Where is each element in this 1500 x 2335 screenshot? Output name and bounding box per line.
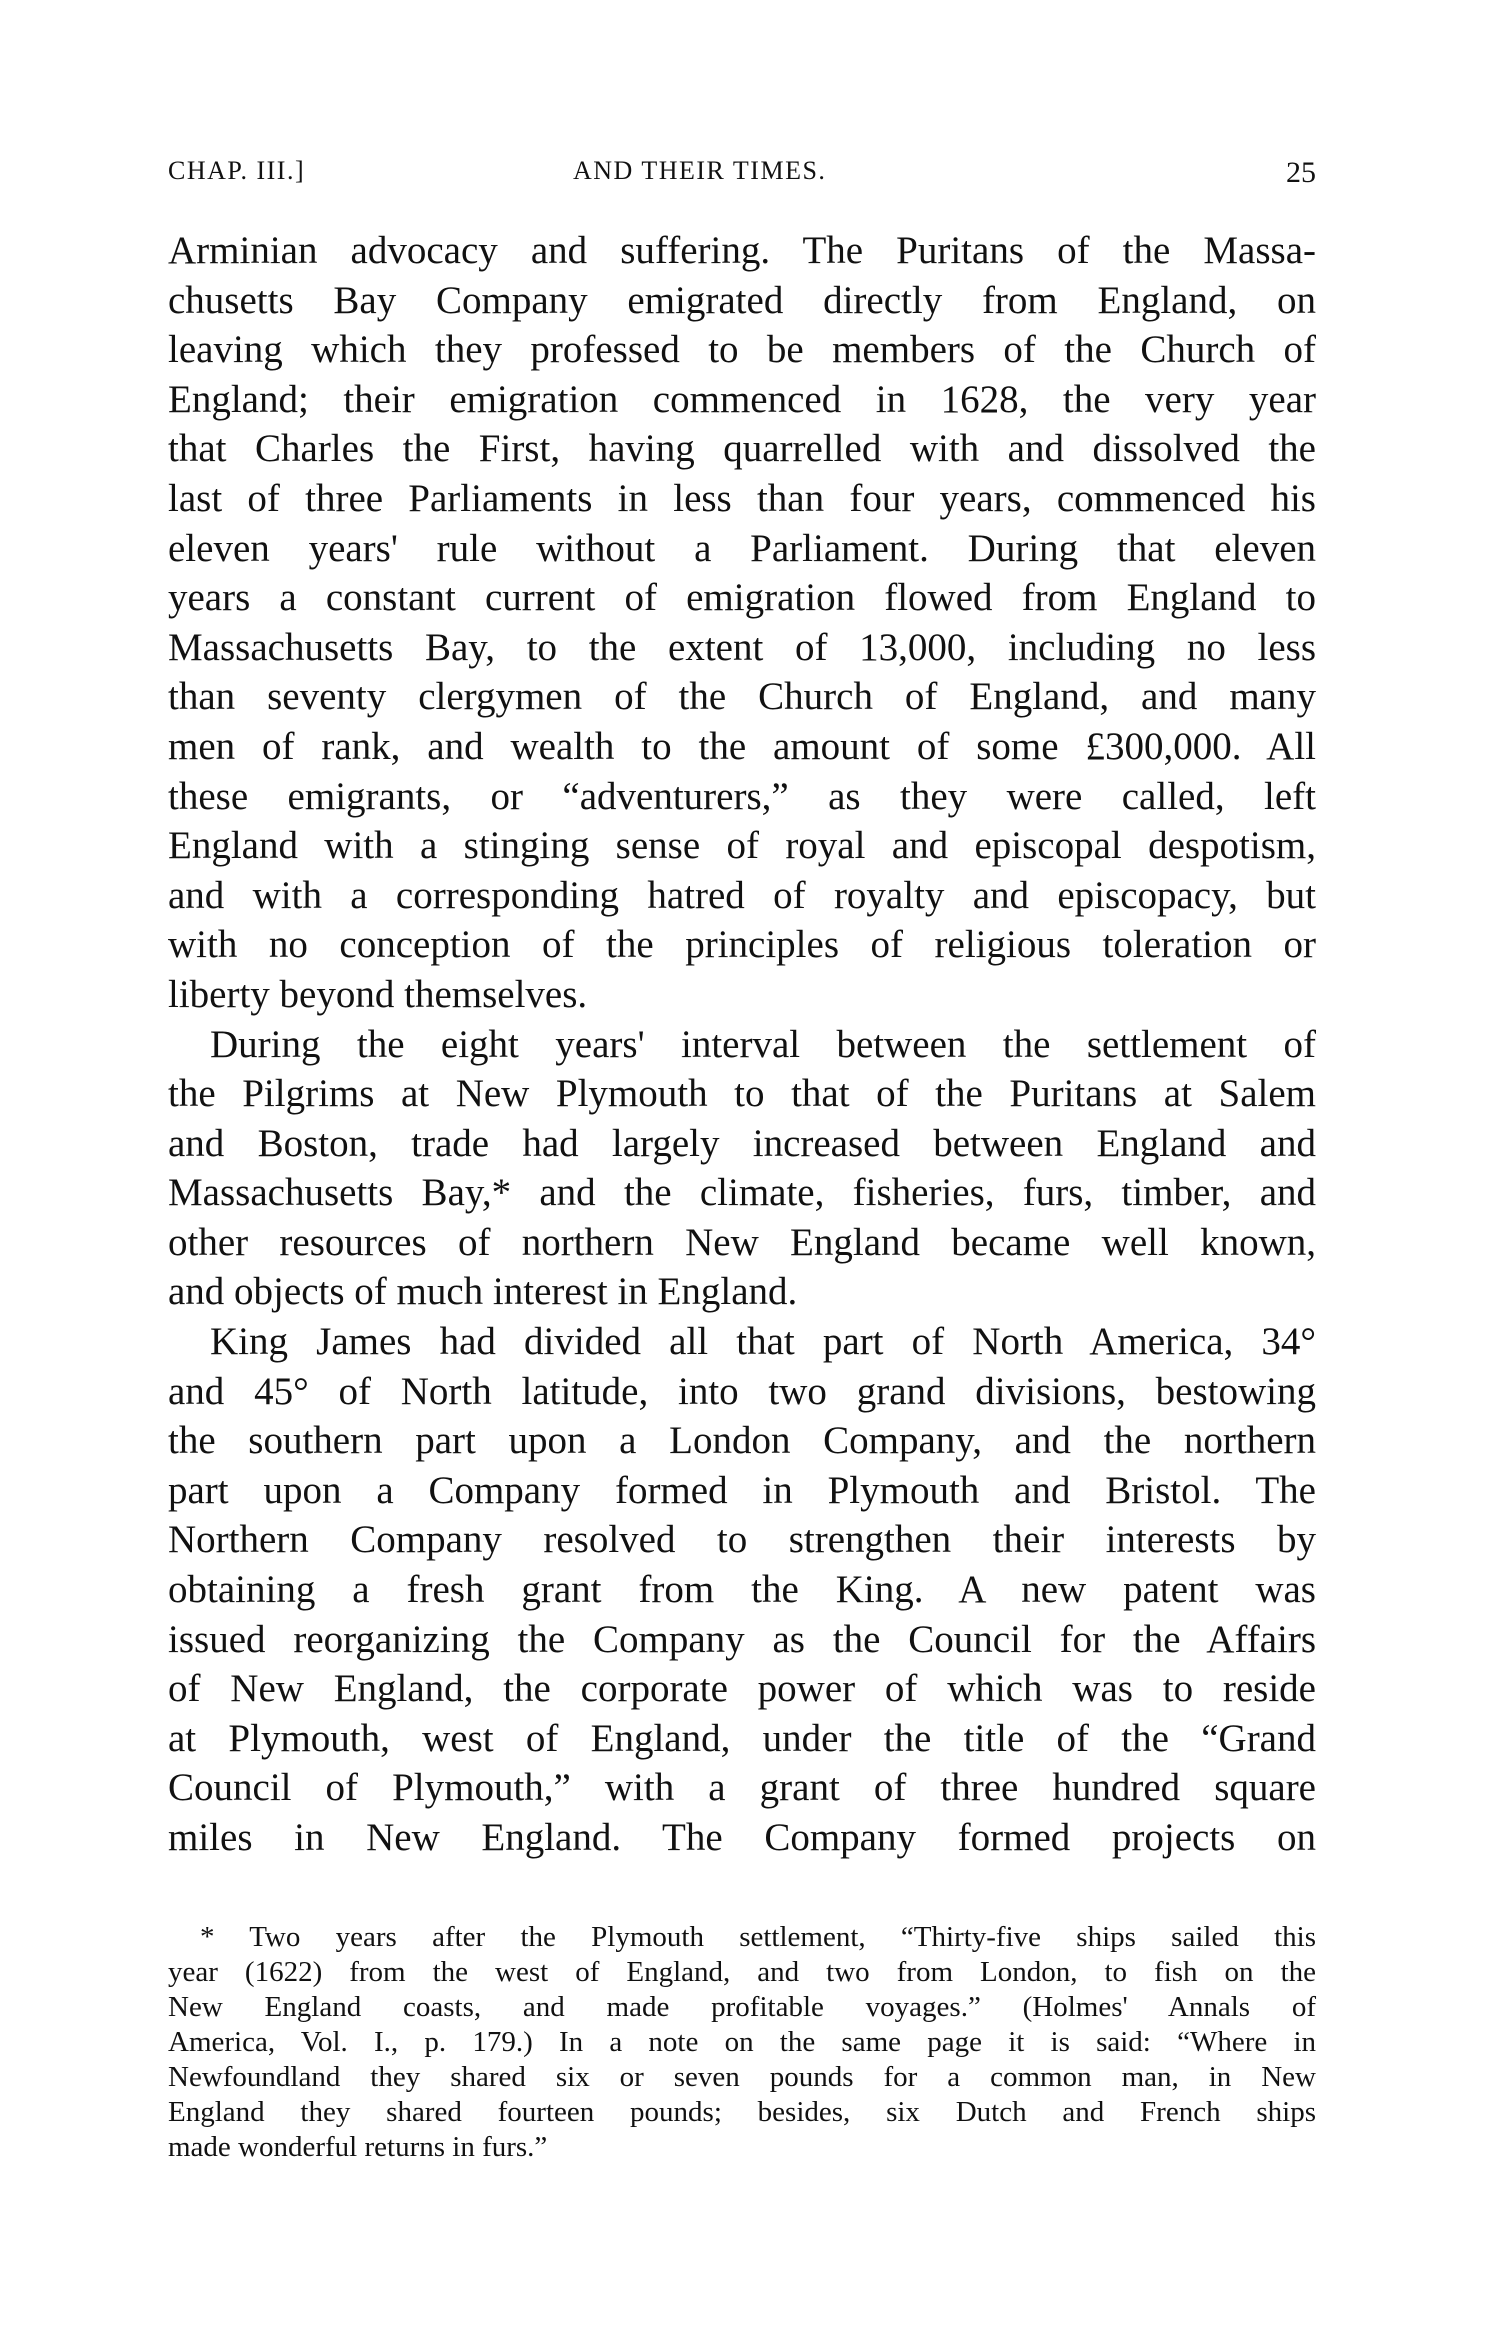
- footnote-line: America, Vol. I., p. 179.) In a note on the same page it is said: “Where in: [168, 2026, 1316, 2058]
- body-line: of New England, the corporate power of which was to reside: [168, 1667, 1316, 1711]
- body-line: last of three Parliaments in less than four years, commenced his: [168, 476, 1316, 520]
- body-line: Arminian advocacy and suffering. The Puritans of the Massa-: [168, 229, 1316, 272]
- body-line: England with a stinging sense of royal and episcopal despotism,: [168, 824, 1316, 868]
- footnote-line: Newfoundland they shared six or seven pounds for a common man, in New: [168, 2061, 1316, 2093]
- footnote-line: made wonderful returns in furs.”: [168, 2131, 548, 2163]
- footnote: [168, 1920, 1316, 2165]
- body-line: at Plymouth, west of England, under the title of the “Grand: [168, 1716, 1316, 1760]
- body-line: with no conception of the principles of religious toleration or: [168, 923, 1316, 967]
- body-line: and 45° of North latitude, into two grand divisions, bestowing: [168, 1369, 1316, 1413]
- body-line: years a constant current of emigration flowed from England to: [168, 576, 1316, 620]
- footnote-line: * Two years after the Plymouth settlement, “Thirty-five ships sailed this: [200, 1921, 1316, 1953]
- body-line: the Pilgrims at New Plymouth to that of the Puritans at Salem: [168, 1072, 1316, 1116]
- body-line: issued reorganizing the Company as the Council for the Affairs: [168, 1617, 1316, 1661]
- footnote-line: England they shared fourteen pounds; besides, six Dutch and French ships: [168, 2096, 1316, 2128]
- body-line: chusetts Bay Company emigrated directly from England, on: [168, 278, 1316, 322]
- chapter-label: CHAP. III.]: [168, 156, 306, 185]
- body-line: other resources of northern New England became well known,: [168, 1220, 1316, 1264]
- body-line: During the eight years' interval between the settlement of: [210, 1022, 1316, 1066]
- body-text: [168, 226, 1316, 1863]
- page-number: 25: [1286, 156, 1316, 189]
- body-line: Council of Plymouth,” with a grant of three hundred square: [168, 1766, 1316, 1810]
- footnote-line: year (1622) from the west of England, and two from London, to fish on the: [168, 1956, 1316, 1988]
- body-line: liberty beyond themselves.: [168, 972, 588, 1016]
- body-line: men of rank, and wealth to the amount of some £300,000. All: [168, 724, 1316, 768]
- body-line: England; their emigration commenced in 1628, the very year: [168, 377, 1316, 421]
- body-line: leaving which they professed to be members of the Church of: [168, 328, 1316, 372]
- body-line: Massachusetts Bay,* and the climate, fisheries, furs, timber, and: [168, 1171, 1316, 1215]
- body-line: these emigrants, or “adventurers,” as they were called, left: [168, 774, 1316, 818]
- body-line: than seventy clergymen of the Church of England, and many: [168, 675, 1316, 719]
- running-head: [168, 156, 1316, 196]
- running-title: AND THEIR TIMES.: [573, 156, 827, 185]
- body-line: part upon a Company formed in Plymouth and Bristol. The: [168, 1468, 1316, 1512]
- body-line: the southern part upon a London Company, and the northern: [168, 1419, 1316, 1463]
- footnote-line: New England coasts, and made profitable voyages.” (Holmes' Annals of: [168, 1991, 1316, 2023]
- body-line: and Boston, trade had largely increased between England and: [168, 1121, 1316, 1165]
- body-line: obtaining a fresh grant from the King. A new patent was: [168, 1568, 1316, 1612]
- body-line: Northern Company resolved to strengthen their interests by: [168, 1518, 1316, 1562]
- body-line: eleven years' rule without a Parliament. During that eleven: [168, 526, 1316, 570]
- body-line: and objects of much interest in England.: [168, 1270, 798, 1314]
- body-line: King James had divided all that part of North America, 34°: [210, 1320, 1316, 1364]
- body-line: Massachusetts Bay, to the extent of 13,000, including no less: [168, 625, 1316, 669]
- body-line: that Charles the First, having quarrelled with and dissolved the: [168, 427, 1316, 471]
- body-line: and with a corresponding hatred of royalty and episcopacy, but: [168, 873, 1316, 917]
- body-line: miles in New England. The Company formed projects on: [168, 1816, 1316, 1859]
